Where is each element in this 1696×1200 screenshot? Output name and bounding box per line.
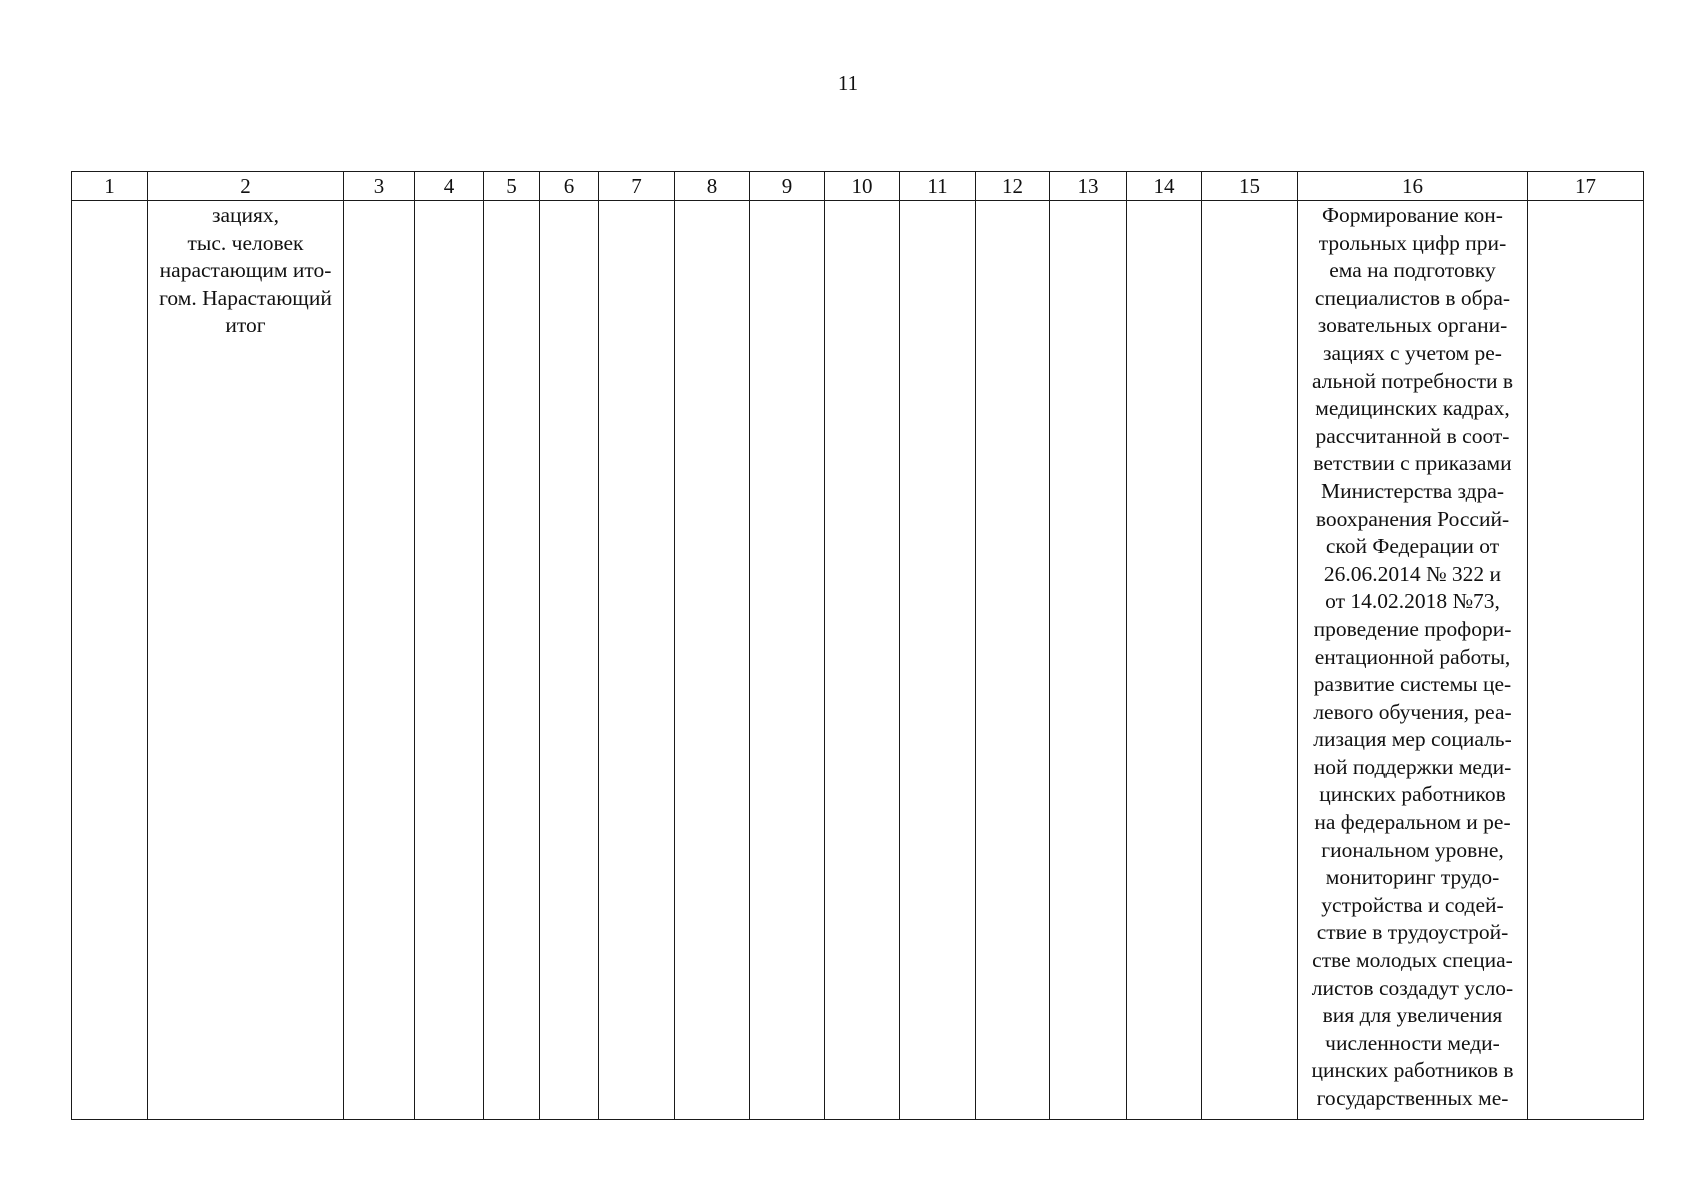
- cell-col-8: [675, 201, 750, 1120]
- cell-col-11: [900, 201, 976, 1120]
- column-header-15: 15: [1202, 172, 1298, 201]
- cell-col-17: [1528, 201, 1644, 1120]
- text-line: ствие в трудоустрой-: [1316, 920, 1509, 945]
- column-header-2: 2: [148, 172, 344, 201]
- text-line: проведение профори-: [1313, 616, 1512, 641]
- cell-col-2: [148, 201, 344, 1120]
- table-header-row: [72, 172, 1644, 201]
- column-header-14: 14: [1127, 172, 1202, 201]
- text-line: медицинских кадрах,: [1315, 396, 1510, 421]
- cell-col-15: [1202, 201, 1298, 1120]
- cell-col-5: [484, 201, 540, 1120]
- cell-col-16: [1298, 201, 1528, 1120]
- text-line: развитие системы це-: [1313, 672, 1512, 697]
- cell-col-3: [344, 201, 415, 1120]
- text-line: зациях,: [211, 203, 280, 227]
- text-line: государственных ме-: [1316, 1086, 1509, 1110]
- text-line: тыс. человек: [187, 230, 304, 255]
- text-line: специалистов в обра-: [1314, 285, 1511, 310]
- text-line: зациях с учетом ре-: [1323, 340, 1502, 365]
- cell-col-14: [1127, 201, 1202, 1120]
- text-line: 26.06.2014 № 322 и: [1323, 561, 1502, 586]
- cell-col-7: [599, 201, 675, 1120]
- column-header-11: 11: [900, 172, 976, 201]
- text-line: Формирование кон-: [1322, 203, 1503, 227]
- cell-col-10: [825, 201, 900, 1120]
- text-line: ской Федерации от: [1325, 534, 1500, 559]
- text-line: цинских работников в: [1311, 1058, 1514, 1083]
- cell-col-4: [415, 201, 484, 1120]
- text-line: зовательных органи-: [1317, 313, 1508, 338]
- text-line: ема на подготовку: [1329, 258, 1496, 283]
- text-line: воохранения Россий-: [1315, 506, 1510, 531]
- text-line: на федеральном и ре-: [1314, 810, 1511, 835]
- text-line: мониторинг трудо-: [1325, 865, 1500, 890]
- text-line: альной потребности в: [1311, 368, 1514, 393]
- data-table: [71, 171, 1644, 1120]
- text-line: цинских работников: [1319, 782, 1506, 807]
- column-header-7: 7: [599, 172, 675, 201]
- text-line: трольных цифр при-: [1318, 230, 1507, 255]
- text-line: ентационной работы,: [1314, 644, 1511, 669]
- text-line: ветствии с приказами: [1313, 451, 1512, 476]
- text-line: устройства и содей-: [1321, 892, 1504, 917]
- cell-col-1: [72, 201, 148, 1120]
- column-header-9: 9: [750, 172, 825, 201]
- cell-col-9: [750, 201, 825, 1120]
- text-line: нарастающим ито-: [159, 258, 332, 283]
- column-header-5: 5: [484, 172, 540, 201]
- text-line: вия для увеличения: [1322, 1003, 1503, 1028]
- measures-description-text: [1298, 201, 1527, 1113]
- column-header-3: 3: [344, 172, 415, 201]
- table-row: [72, 201, 1644, 1120]
- cell-col-12: [976, 201, 1050, 1120]
- text-line: листов создадут усло-: [1311, 975, 1514, 1000]
- cell-col-13: [1050, 201, 1127, 1120]
- text-line: ной поддержки меди-: [1313, 754, 1512, 779]
- column-header-8: 8: [675, 172, 750, 201]
- text-line: от 14.02.2018 №73,: [1325, 589, 1500, 614]
- text-line: стве молодых специа-: [1312, 948, 1513, 973]
- column-header-10: 10: [825, 172, 900, 201]
- column-header-6: 6: [540, 172, 599, 201]
- cell-col-6: [540, 201, 599, 1120]
- text-line: левого обучения, реа-: [1313, 699, 1512, 724]
- column-header-4: 4: [415, 172, 484, 201]
- text-line: гиональном уровне,: [1321, 837, 1504, 862]
- text-line: лизация мер социаль-: [1313, 727, 1512, 752]
- text-line: итог: [225, 313, 266, 338]
- text-line: гом. Нарастающий: [159, 285, 332, 310]
- text-line: рассчитанной в соот-: [1315, 423, 1510, 448]
- indicator-name-text: [148, 201, 343, 340]
- text-line: Министерства здра-: [1320, 478, 1505, 503]
- text-line: численности меди-: [1325, 1030, 1500, 1055]
- column-header-17: 17: [1528, 172, 1644, 201]
- column-header-12: 12: [976, 172, 1050, 201]
- page-number: 11: [837, 71, 859, 95]
- column-header-13: 13: [1050, 172, 1127, 201]
- column-header-1: 1: [72, 172, 148, 201]
- column-header-16: 16: [1298, 172, 1528, 201]
